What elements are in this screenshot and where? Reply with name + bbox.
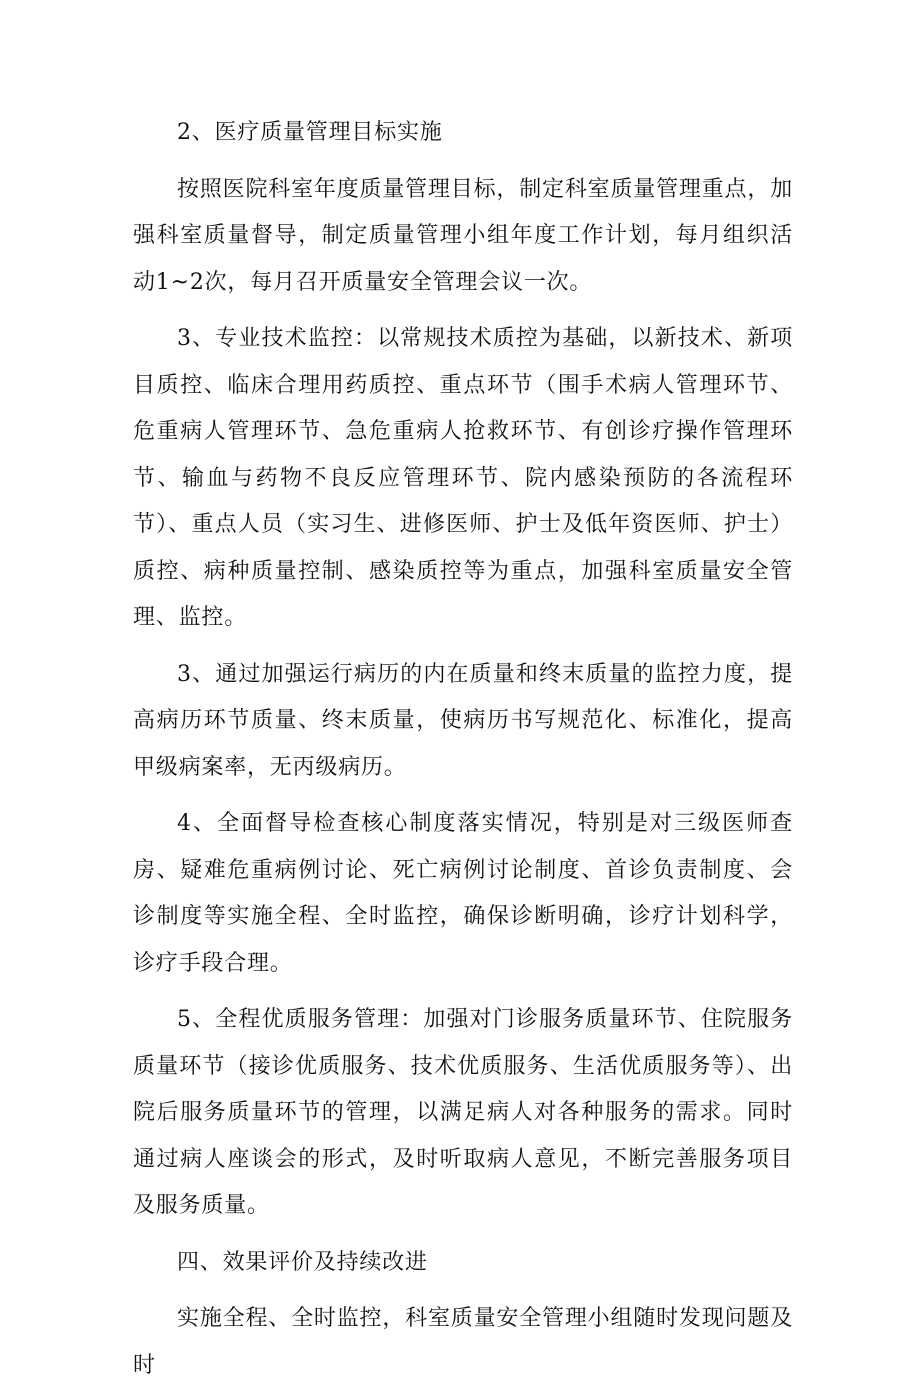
section-heading-evaluation: 四、效果评价及持续改进 [177,1249,428,1275]
paragraph-continuous-improvement: 实施全程、全时监控，科室质量安全管理小组随时发现问题及时 [133,1306,793,1378]
paragraph-service-management: 5、全程优质服务管理：加强对门诊服务质量环节、住院服务质量环节（接诊优质服务、技术优质服务、生活优质服务等）、出院后服务质量环节的管理，以满足病人对各种服务的需求。同时通过病人座谈会的形式，及时听取病人意见，不断完善服务项目及服务质量。 [133,1007,793,1218]
document-body [133,110,793,1399]
paragraph-technical-monitoring: 3、专业技术监控：以常规技术质控为基础，以新技术、新项目质控、临床合理用药质控、重点环节（围手术病人管理环节、危重病人管理环节、急危重病人抢救环节、有创诊疗操作管理环节、输血与药物不良反应管理环节、院内感染预防的各流程环节）、重点人员（实习生、进修医师、护士及低年资医师、护士）质控、病种质量控制、感染质控等为重点，加强科室质量安全管理、监控。 [133,326,793,630]
paragraph-annual-goals: 按照医院科室年度质量管理目标，制定科室质量管理重点，加强科室质量督导，制定质量管理小组年度工作计划，每月组织活动1~2次，每月召开质量安全管理会议一次。 [133,176,793,295]
paragraph-core-systems: 4、全面督导检查核心制度落实情况，特别是对三级医师查房、疑难危重病例讨论、死亡病例讨论制度、首诊负责制度、会诊制度等实施全程、全时监控，确保诊断明确，诊疗计划科学，诊疗手段合理。 [133,811,793,976]
paragraph-medical-records: 3、通过加强运行病历的内在质量和终末质量的监控力度，提高病历环节质量、终末质量，使病历书写规范化、标准化，提高甲级病案率，无丙级病历。 [133,661,793,780]
section-heading-quality-goals: 2、医疗质量管理目标实施 [177,120,443,145]
